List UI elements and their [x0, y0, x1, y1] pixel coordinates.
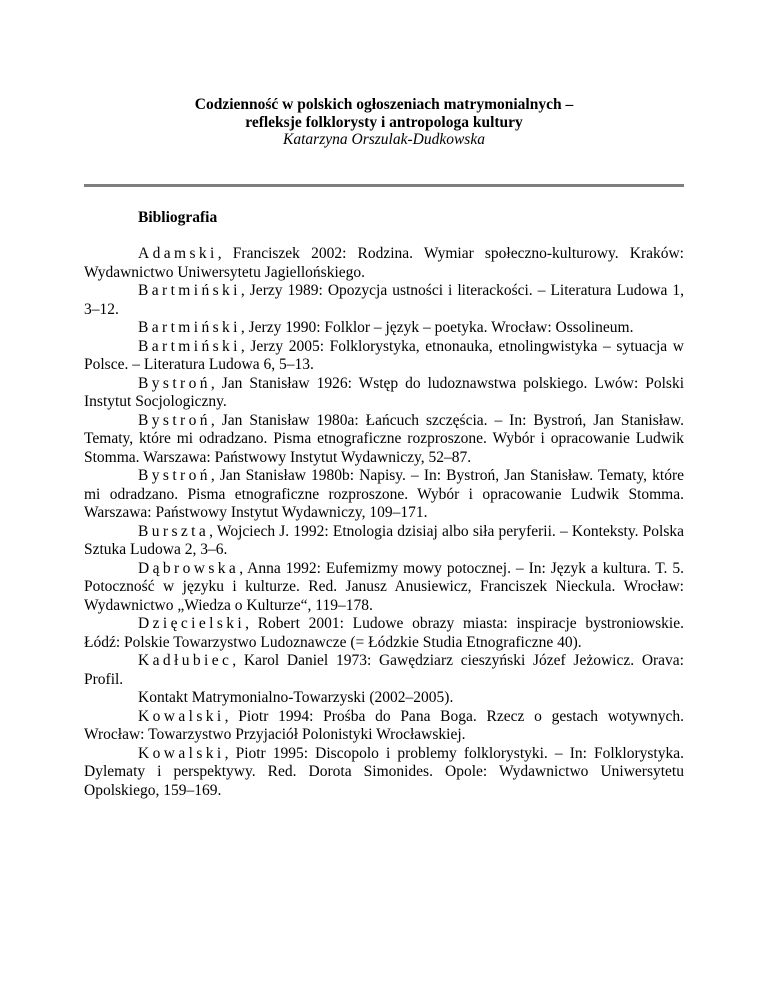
- bib-text: , Jan Stanisław 1980b: Napisy. – In: Bystroń, Jan Stanisław. Tematy, które mi odradzano. Pisma etnograficzne rozproszone. Wybór i opracowanie Ludwik Stomma. Warszawa: Państwowy Instytut Wydawniczy, 109–171.: [84, 467, 684, 521]
- bibliography-heading: Bibliografia: [138, 209, 218, 226]
- bib-entry: [84, 282, 684, 319]
- bib-entry: [84, 338, 684, 375]
- bib-entry: [84, 319, 684, 338]
- bib-text: , Jan Stanisław 1980a: Łańcuch szczęścia. – In: Bystroń, Jan Stanisław. Tematy, które mi odradzano. Pisma etnograficzne rozproszone. Wybór i opracowanie Ludwik Stomma. Warszawa: Państwowy Instytut Wydawniczy, 52–87.: [84, 411, 684, 466]
- bib-entry: [84, 708, 684, 745]
- horizontal-rule: [84, 184, 684, 187]
- bib-entry: [84, 412, 684, 468]
- bib-text: , Karol Daniel 1973: Gawędziarz cieszyński Józef Jeżowicz. Orava: Profil.: [84, 652, 684, 688]
- title-line-1: Codzienność w polskich ogłoszeniach matrymonialnych –: [194, 96, 574, 113]
- bib-text: , Anna 1992: Eufemizmy mowy potocznej. – In: Język a kultura. T. 5. Potoczność w języku i kulturze. Red. Janusz Anusiewicz, Franciszek Nieckula. Wrocław: Wydawnictwo „Wiedza o Kulturze“, 119–178.: [84, 559, 684, 614]
- bibliography-list: [84, 245, 684, 800]
- bib-text: , Wojciech J. 1992: Etnologia dzisiaj albo siła peryferii. – Konteksty. Polska Sztuka Ludowa 2, 3–6.: [84, 522, 684, 558]
- bib-entry: [84, 615, 684, 652]
- bib-author: Bartmiński: [138, 319, 241, 336]
- document-page: [84, 0, 684, 994]
- author-name: Katarzyna Orszulak-Dudkowska: [283, 131, 485, 148]
- bib-author: Bystroń: [138, 467, 211, 484]
- bib-text: , Piotr 1994: Prośba do Pana Boga. Rzecz o gestach wotywnych. Wrocław: Towarzystwo Przyjaciół Polonistyki Wrocławskiej.: [84, 707, 684, 743]
- title-block: [84, 96, 684, 149]
- bib-text: , Robert 2001: Ludowe obrazy miasta: inspiracje bystroniowskie. Łódź: Polskie Towarzystwo Ludoznawcze (= Łódzkie Studia Etnograficzne 40).: [84, 615, 684, 651]
- bib-author: Burszta: [138, 522, 210, 540]
- title-line-2: refleksje folklorysty i antropologa kultury: [245, 113, 523, 131]
- bib-entry: [84, 689, 684, 708]
- bib-text: , Jerzy 1990: Folklor – język – poetyka. Wrocław: Ossolineum.: [240, 319, 634, 336]
- bib-author: Dąbrowska: [138, 559, 240, 577]
- bib-text: , Piotr 1995: Discopolo i problemy folklorystyki. – In: Folklorystyka. Dylematy i perspektywy. Red. Dorota Simonides. Opole: Wydawnictwo Uniwersytetu Opolskiego, 159–169.: [84, 744, 684, 799]
- bib-entry: [84, 652, 684, 689]
- bib-entry: [84, 467, 684, 523]
- bib-text: Kontakt Matrymonialno-Towarzyski (2002–2005).: [138, 689, 454, 706]
- bib-author: Bartmiński: [138, 282, 241, 299]
- bib-author: Kowalski: [138, 707, 225, 725]
- bib-entry: [84, 523, 684, 560]
- bib-author: Bartmiński: [138, 337, 241, 355]
- bib-entry: [84, 745, 684, 801]
- bib-author: Kowalski: [138, 744, 225, 762]
- bib-entry: [84, 560, 684, 616]
- bib-author: Dzięcielski: [138, 615, 246, 632]
- bib-author: Bystroń: [138, 411, 211, 429]
- bib-entry: [84, 245, 684, 282]
- bib-author: Kadłubiec: [138, 652, 233, 669]
- bib-entry: [84, 375, 684, 412]
- bib-text: , Franciszek 2002: Rodzina. Wymiar społeczno-kulturowy. Kraków: Wydawnictwo Uniwersytetu Jagiellońskiego.: [84, 245, 684, 281]
- bib-author: Bystroń: [138, 374, 211, 392]
- bib-text: , Jerzy 1989: Opozycja ustności i literackości. – Literatura Ludowa 1, 3–12.: [84, 282, 684, 318]
- bib-text: , Jan Stanisław 1926: Wstęp do ludoznawstwa polskiego. Lwów: Polski Instytut Socjologiczny.: [84, 374, 684, 410]
- bib-author: Adamski: [138, 245, 218, 262]
- bib-text: , Jerzy 2005: Folklorystyka, etnonauka, etnolingwistyka – sytuacja w Polsce. – Literatura Ludowa 6, 5–13.: [84, 337, 684, 373]
